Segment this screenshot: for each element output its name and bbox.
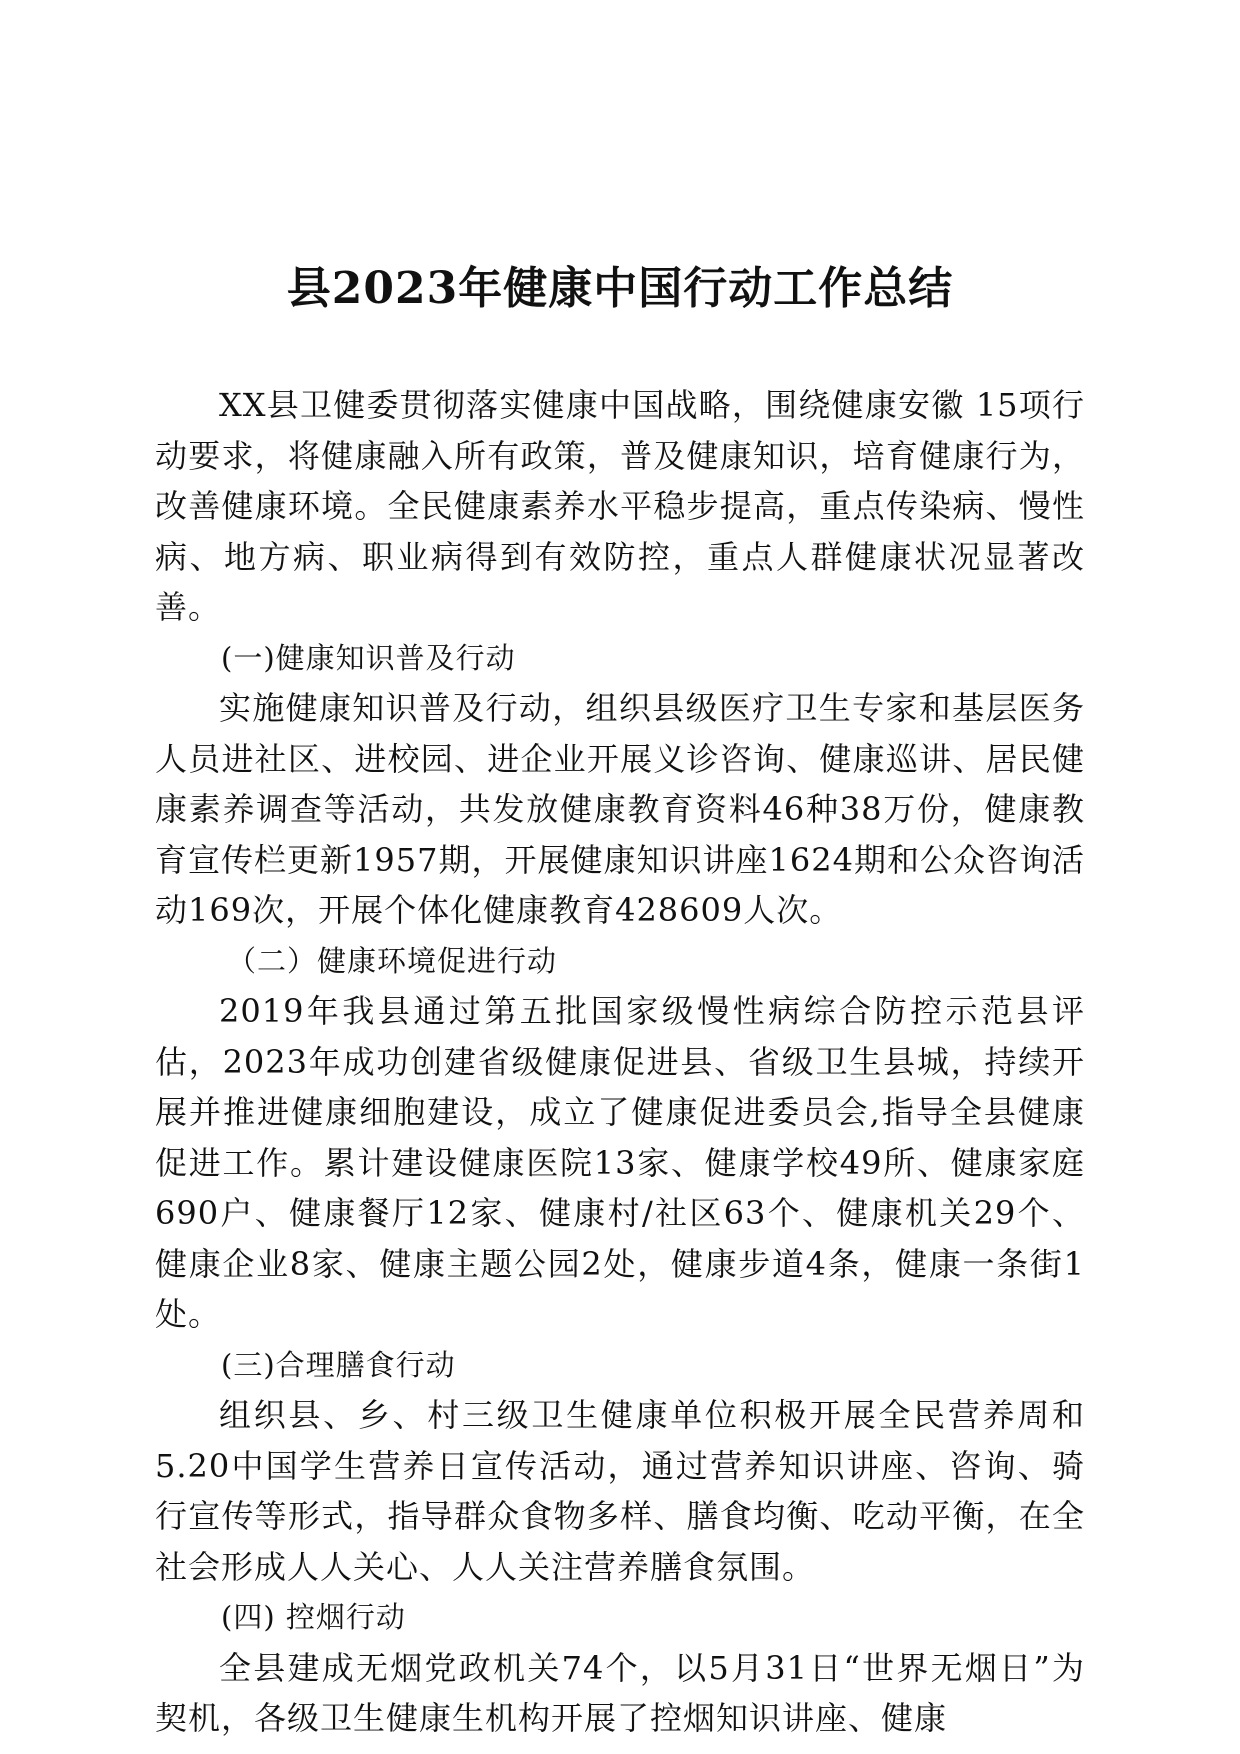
section-paragraph-2: 2019年我县通过第五批国家级慢性病综合防控示范县评估，2023年成功创建省级健康促进县、省级卫生县城，持续开展并推进健康细胞建设，成立了健康促进委员会,指导全县健康促进工作。累计建设健康医院13家、健康学校49所、健康家庭690户、健康餐厅12家、健康村/社区63个、健康机关29个、健康企业8家、健康主题公园2处，健康步道4条，健康一条街1处。 xyxy=(155,992,1085,1333)
document-title: 县2023年健康中国行动工作总结 xyxy=(286,263,954,314)
section-paragraph-4: 全县建成无烟党政机关74个，以5月31日“世界无烟日”为契机，各级卫生健康生机构开展了控烟知识讲座、健康 xyxy=(155,1648,1085,1737)
section-paragraph-3: 组织县、乡、村三级卫生健康单位积极开展全民营养周和5.20中国学生营养日宣传活动，通过营养知识讲座、咨询、骑行宣传等形式，指导群众食物多样、膳食均衡、吃动平衡，在全社会形成人人关心、人人关注营养膳食氛围。 xyxy=(155,1396,1085,1586)
section-heading-4: (四) 控烟行动 xyxy=(221,1600,406,1634)
section-heading-3: (三)合理膳食行动 xyxy=(221,1347,456,1382)
section-heading-1: (一)健康知识普及行动 xyxy=(221,640,516,675)
section-paragraph-1: 实施健康知识普及行动，组织县级医疗卫生专家和基层医务人员进社区、进校园、进企业开展义诊咨询、健康巡讲、居民健康素养调查等活动，共发放健康教育资料46种38万份，健康教育宣传栏更新1957期，开展健康知识讲座1624期和公众咨询活动169次，开展个体化健康教育428609人次。 xyxy=(155,689,1085,929)
section-heading-2: （二）健康环境促进行动 xyxy=(227,943,558,978)
document-body xyxy=(155,380,1085,1744)
intro-paragraph: XX县卫健委贯彻落实健康中国战略，围绕健康安徽 15项行动要求，将健康融入所有政策，普及健康知识，培育健康行为，改善健康环境。全民健康素养水平稳步提高，重点传染病、慢性病、地方病、职业病得到有效防控，重点人群健康状况显著改善。 xyxy=(155,386,1085,626)
